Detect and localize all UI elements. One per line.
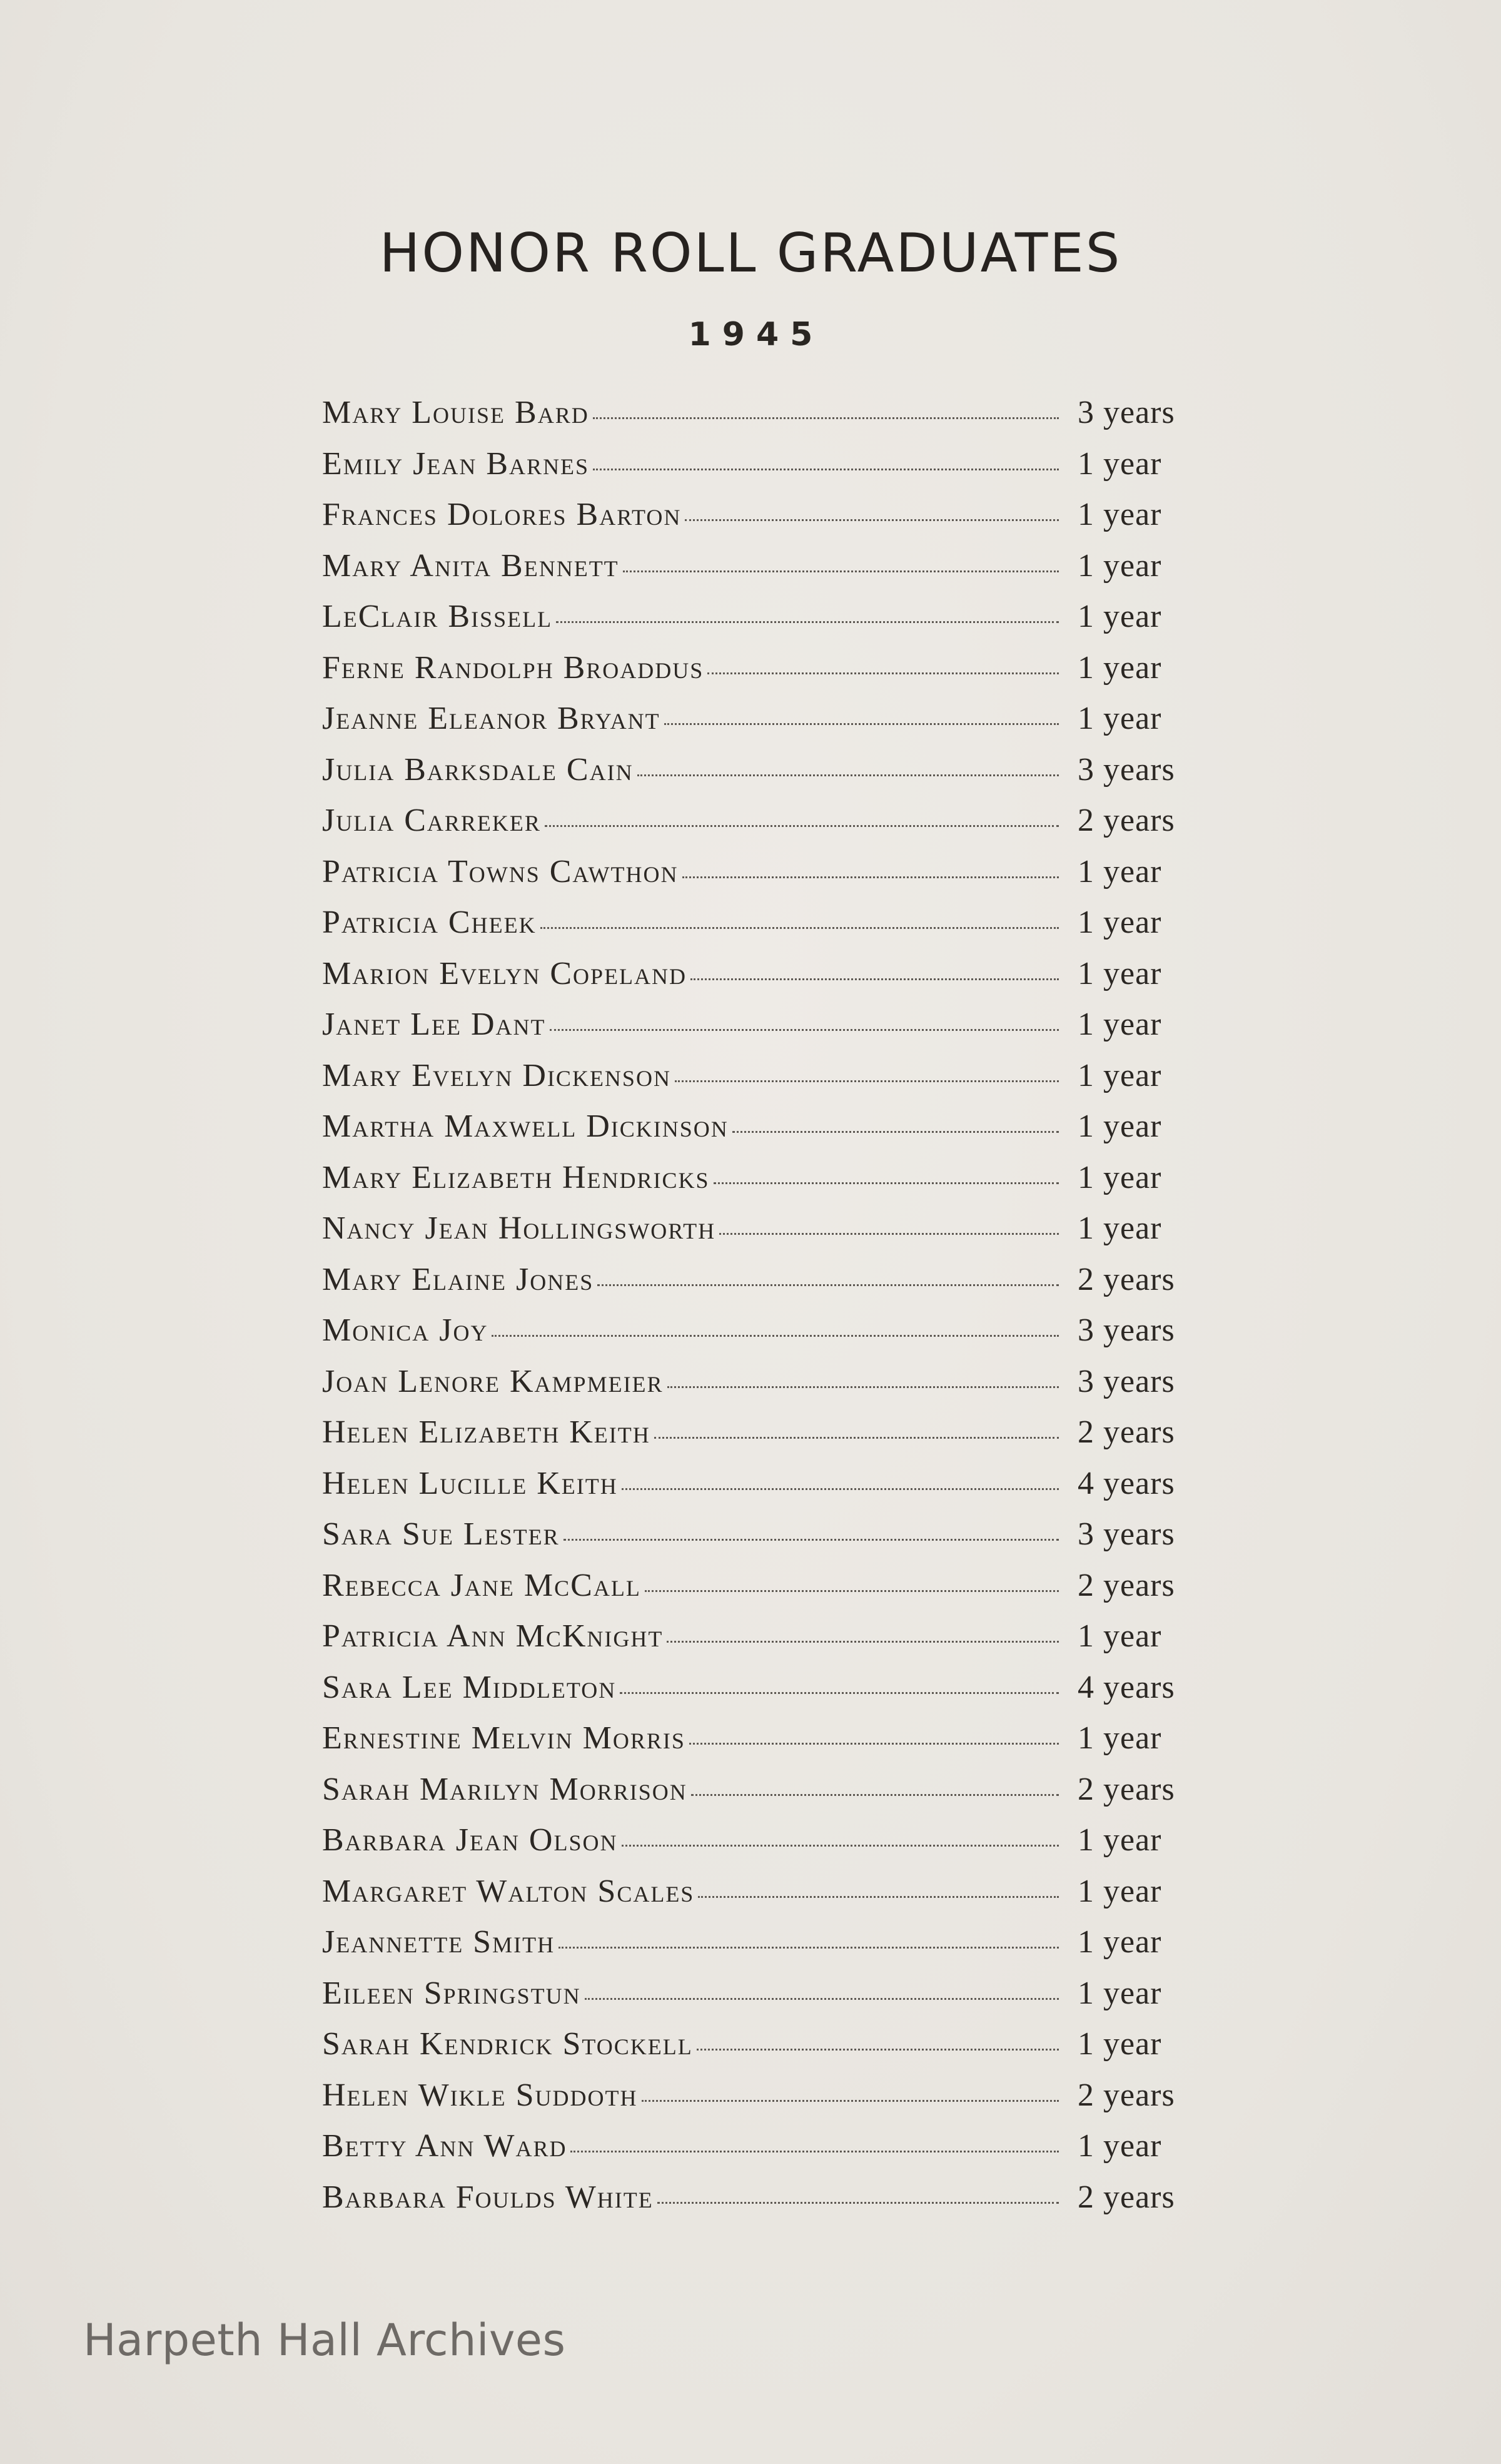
graduate-name: Patricia Towns Cawthon bbox=[322, 853, 679, 890]
dot-leader bbox=[597, 1284, 1059, 1286]
graduate-name: Sarah Kendrick Stockell bbox=[322, 2026, 693, 2062]
graduate-name: Rebecca Jane McCall bbox=[322, 1567, 641, 1603]
graduate-row bbox=[322, 1210, 1191, 1261]
graduate-row bbox=[322, 1822, 1191, 1873]
graduate-row bbox=[322, 1159, 1191, 1210]
dot-leader bbox=[570, 2151, 1059, 2152]
graduate-row bbox=[322, 1261, 1191, 1312]
dot-leader bbox=[540, 927, 1059, 929]
graduate-name: Barbara Foulds White bbox=[322, 2179, 654, 2215]
graduate-name: Joan Lenore Kampmeier bbox=[322, 1363, 664, 1399]
graduate-name: Mary Elaine Jones bbox=[322, 1261, 594, 1297]
graduate-duration: 1 year bbox=[1078, 1822, 1162, 1858]
dot-leader bbox=[492, 1335, 1059, 1337]
graduate-duration: 1 year bbox=[1078, 1873, 1162, 1909]
graduate-name: Barbara Jean Olson bbox=[322, 1822, 618, 1858]
archive-watermark: Harpeth Hall Archives bbox=[83, 2314, 566, 2366]
graduate-row bbox=[322, 496, 1191, 547]
page-title: HONOR ROLL GRADUATES bbox=[379, 222, 1122, 285]
graduate-row bbox=[322, 1108, 1191, 1159]
graduate-duration: 1 year bbox=[1078, 1159, 1162, 1195]
graduate-row bbox=[322, 802, 1191, 853]
graduate-duration: 2 years bbox=[1078, 2077, 1175, 2113]
graduate-row bbox=[322, 547, 1191, 599]
graduate-row bbox=[322, 598, 1191, 649]
dot-leader bbox=[593, 417, 1059, 419]
dot-leader bbox=[719, 1233, 1059, 1235]
dot-leader bbox=[645, 1590, 1059, 1592]
graduate-name: Janet Lee Dant bbox=[322, 1006, 546, 1042]
dot-leader bbox=[667, 1386, 1059, 1388]
graduate-name: Monica Joy bbox=[322, 1312, 488, 1348]
graduate-row bbox=[322, 2179, 1191, 2230]
dot-leader bbox=[564, 1539, 1059, 1541]
graduate-duration: 1 year bbox=[1078, 649, 1162, 686]
graduate-row bbox=[322, 1312, 1191, 1363]
graduate-name: Jeannette Smith bbox=[322, 1924, 555, 1960]
graduate-row bbox=[322, 649, 1191, 701]
graduate-duration: 2 years bbox=[1078, 1414, 1175, 1450]
graduate-name: Helen Lucille Keith bbox=[322, 1465, 618, 1501]
dot-leader bbox=[667, 1641, 1059, 1643]
graduate-duration: 1 year bbox=[1078, 1975, 1162, 2011]
dot-leader bbox=[642, 2100, 1059, 2102]
graduate-name: Ernestine Melvin Morris bbox=[322, 1720, 685, 1756]
dot-leader bbox=[620, 1692, 1059, 1694]
graduate-name: Jeanne Eleanor Bryant bbox=[322, 701, 660, 736]
graduate-duration: 1 year bbox=[1078, 701, 1162, 736]
graduate-name: Mary Anita Bennett bbox=[322, 547, 619, 584]
graduate-name: Helen Elizabeth Keith bbox=[322, 1414, 650, 1450]
dot-leader bbox=[707, 672, 1059, 674]
dot-leader bbox=[556, 621, 1059, 623]
graduate-name: Sarah Marilyn Morrison bbox=[322, 1771, 687, 1807]
graduate-duration: 1 year bbox=[1078, 1720, 1162, 1756]
graduate-name: Marion Evelyn Copeland bbox=[322, 955, 687, 991]
graduate-duration: 2 years bbox=[1078, 1567, 1175, 1603]
graduate-duration: 3 years bbox=[1078, 1312, 1175, 1348]
graduate-name: Frances Dolores Barton bbox=[322, 497, 682, 532]
graduate-name: Nancy Jean Hollingsworth bbox=[322, 1210, 716, 1246]
graduate-row bbox=[322, 1618, 1191, 1669]
graduate-duration: 1 year bbox=[1078, 1108, 1162, 1144]
graduate-duration: 2 years bbox=[1078, 1771, 1175, 1807]
graduate-duration: 2 years bbox=[1078, 1261, 1175, 1297]
dot-leader bbox=[691, 1794, 1059, 1796]
graduate-row bbox=[322, 445, 1191, 497]
graduate-duration: 3 years bbox=[1078, 751, 1175, 788]
graduate-duration: 1 year bbox=[1078, 905, 1162, 940]
graduate-duration: 3 years bbox=[1078, 1363, 1175, 1399]
graduate-row bbox=[322, 1924, 1191, 1975]
graduate-row bbox=[322, 955, 1191, 1006]
graduate-duration: 1 year bbox=[1078, 955, 1162, 991]
graduate-name: Patricia Ann McKnight bbox=[322, 1618, 664, 1654]
graduate-name: Helen Wikle Suddoth bbox=[322, 2077, 638, 2113]
graduate-duration: 1 year bbox=[1078, 853, 1162, 890]
graduate-name: Martha Maxwell Dickinson bbox=[322, 1108, 729, 1144]
dot-leader bbox=[623, 570, 1059, 572]
dot-leader bbox=[622, 1845, 1059, 1847]
graduate-duration: 1 year bbox=[1078, 2026, 1162, 2062]
graduate-name: Sara Lee Middleton bbox=[322, 1669, 617, 1705]
graduate-duration: 4 years bbox=[1078, 1465, 1175, 1501]
graduate-row bbox=[322, 853, 1191, 905]
graduate-name: LeClair Bissell bbox=[322, 599, 553, 634]
graduate-row bbox=[322, 1771, 1191, 1822]
dot-leader bbox=[682, 876, 1059, 878]
graduate-duration: 1 year bbox=[1078, 1057, 1162, 1093]
year-heading: 1945 bbox=[688, 316, 824, 353]
graduate-row bbox=[322, 1006, 1191, 1057]
graduate-row bbox=[322, 1720, 1191, 1771]
graduate-name: Mary Elizabeth Hendricks bbox=[322, 1159, 710, 1195]
graduate-row bbox=[322, 394, 1191, 445]
graduate-row bbox=[322, 2077, 1191, 2128]
graduate-duration: 1 year bbox=[1078, 547, 1162, 584]
graduate-row bbox=[322, 1669, 1191, 1720]
graduate-duration: 4 years bbox=[1078, 1669, 1175, 1705]
dot-leader bbox=[585, 1998, 1059, 2000]
dot-leader bbox=[690, 978, 1059, 980]
graduate-row bbox=[322, 1567, 1191, 1618]
graduate-duration: 1 year bbox=[1078, 599, 1162, 634]
graduate-row bbox=[322, 1363, 1191, 1414]
graduate-name: Emily Jean Barnes bbox=[322, 445, 590, 482]
graduate-row bbox=[322, 1873, 1191, 1924]
graduate-row bbox=[322, 2025, 1191, 2077]
dot-leader bbox=[558, 1947, 1059, 1949]
graduate-duration: 1 year bbox=[1078, 1618, 1162, 1654]
dot-leader bbox=[664, 723, 1059, 725]
dot-leader bbox=[714, 1182, 1059, 1184]
graduate-row bbox=[322, 904, 1191, 955]
graduate-name: Margaret Walton Scales bbox=[322, 1873, 695, 1909]
dot-leader bbox=[675, 1080, 1059, 1082]
dot-leader bbox=[697, 2049, 1059, 2051]
dot-leader bbox=[657, 2202, 1059, 2204]
dot-leader bbox=[593, 469, 1059, 470]
dot-leader bbox=[637, 774, 1059, 776]
graduate-row bbox=[322, 1516, 1191, 1567]
graduate-duration: 1 year bbox=[1078, 445, 1162, 482]
graduate-name: Patricia Cheek bbox=[322, 905, 537, 940]
graduate-row bbox=[322, 1975, 1191, 2026]
graduate-row bbox=[322, 1414, 1191, 1465]
graduate-row bbox=[322, 1057, 1191, 1108]
graduate-name: Betty Ann Ward bbox=[322, 2128, 567, 2164]
graduate-duration: 1 year bbox=[1078, 2128, 1162, 2164]
graduate-name: Mary Evelyn Dickenson bbox=[322, 1057, 671, 1093]
dot-leader bbox=[732, 1131, 1059, 1133]
dot-leader bbox=[622, 1488, 1059, 1490]
graduate-duration: 1 year bbox=[1078, 1210, 1162, 1246]
graduate-name: Ferne Randolph Broaddus bbox=[322, 649, 704, 686]
graduate-duration: 2 years bbox=[1078, 803, 1175, 838]
graduate-name: Sara Sue Lester bbox=[322, 1516, 560, 1552]
graduate-name: Eileen Springstun bbox=[322, 1975, 581, 2011]
graduate-row bbox=[322, 2127, 1191, 2179]
graduate-name: Julia Barksdale Cain bbox=[322, 751, 634, 788]
graduate-duration: 1 year bbox=[1078, 1924, 1162, 1960]
graduate-row bbox=[322, 1465, 1191, 1516]
graduate-row bbox=[322, 700, 1191, 751]
graduate-duration: 1 year bbox=[1078, 1006, 1162, 1042]
graduate-duration: 1 year bbox=[1078, 497, 1162, 532]
graduate-name: Mary Louise Bard bbox=[322, 395, 589, 430]
dot-leader bbox=[545, 825, 1059, 827]
graduate-duration: 3 years bbox=[1078, 1516, 1175, 1552]
graduate-row bbox=[322, 751, 1191, 803]
graduate-duration: 2 years bbox=[1078, 2179, 1175, 2215]
dot-leader bbox=[685, 519, 1059, 521]
dot-leader bbox=[654, 1437, 1059, 1439]
dot-leader bbox=[689, 1743, 1059, 1745]
graduate-duration: 3 years bbox=[1078, 395, 1175, 430]
dot-leader bbox=[550, 1029, 1059, 1031]
graduate-name: Julia Carreker bbox=[322, 803, 541, 838]
honor-roll-list bbox=[322, 394, 1191, 2229]
dot-leader bbox=[698, 1896, 1059, 1898]
